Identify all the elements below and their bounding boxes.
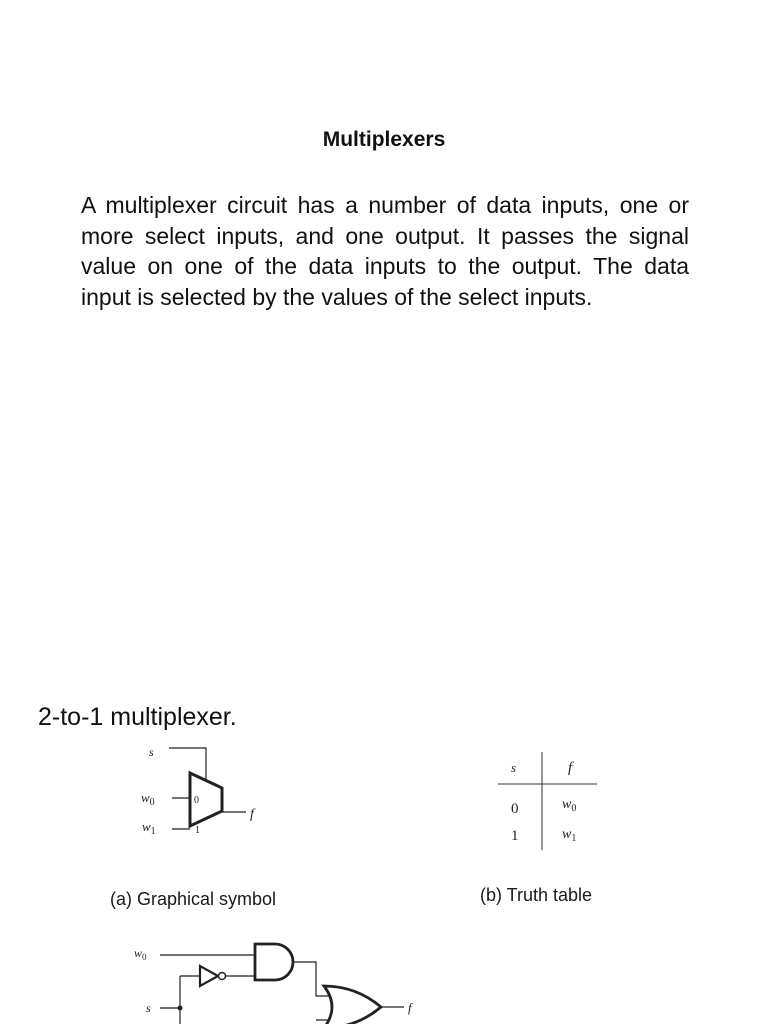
intro-paragraph: A multiplexer circuit has a number of data inputs, one or more select inputs, and one output. It passes the signal value on one of the data inputs to the output. The data input is selected by the values of the select inputs. [81, 192, 689, 310]
symbol-output-label: f [250, 807, 254, 822]
circuit-inverter-bubble [219, 973, 226, 980]
section-heading: 2-to-1 multiplexer. [38, 703, 237, 731]
symbol-input1-label: $w_1$ [142, 819, 156, 837]
symbol-pin0-label: 0 [194, 795, 199, 806]
truth-table-row1-f: $w_1$ [562, 827, 577, 844]
circuit-input0-label: $w_0$ [134, 946, 147, 962]
circuit-or-gate [324, 986, 381, 1024]
circuit-inverter [200, 966, 218, 986]
circuit-select-junction [178, 1006, 183, 1011]
circuit-and-gate-top [255, 944, 293, 980]
symbol-select-label: s [149, 745, 154, 759]
truth-table-caption: (b) Truth table [480, 885, 593, 905]
truth-table-row0-s: 0 [511, 801, 519, 817]
truth-table-row0-f: $w_0$ [562, 797, 577, 814]
page-title: Multiplexers [322, 128, 446, 151]
truth-table-header-f: f [568, 760, 573, 776]
truth-table-header-s: s [511, 760, 517, 775]
symbol-pin1-label: 1 [195, 825, 200, 836]
circuit-select-label: s [146, 1001, 151, 1015]
truth-table-row1-s: 1 [511, 828, 519, 844]
circuit-output-label: f [408, 1000, 412, 1015]
symbol-input0-label: $w_0$ [141, 790, 155, 808]
symbol-caption: (a) Graphical symbol [110, 889, 277, 909]
circuit-and-output-wire [293, 962, 330, 996]
